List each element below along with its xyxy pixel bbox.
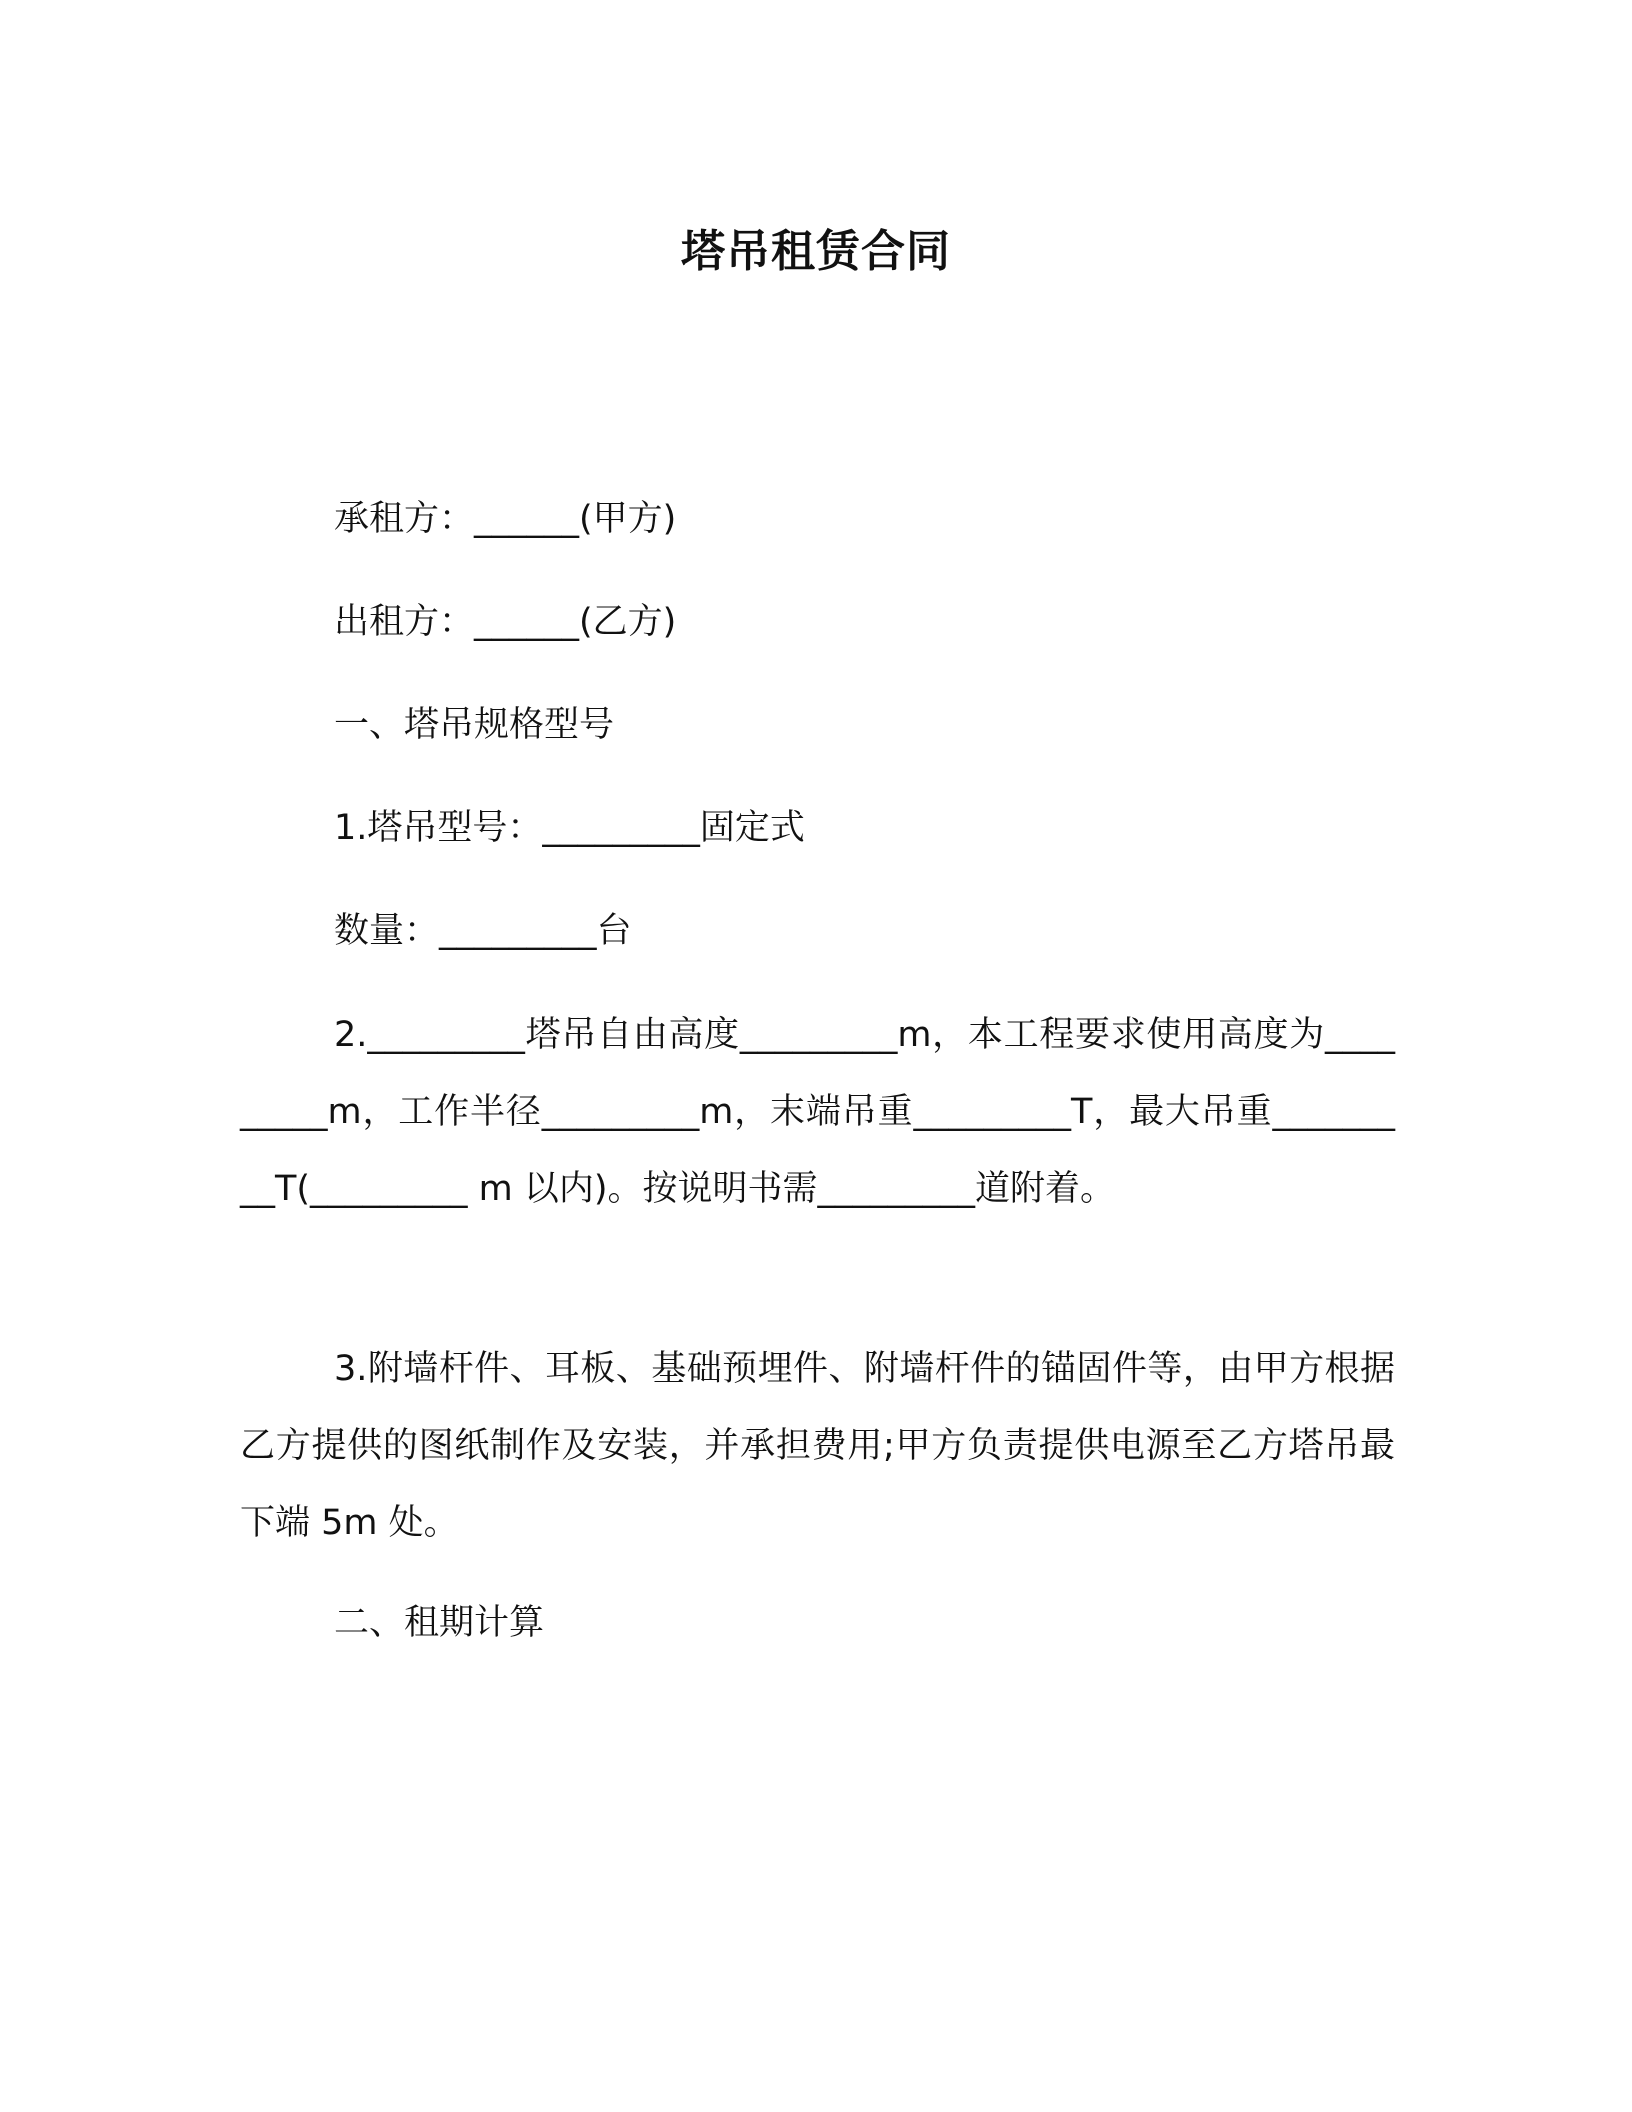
section-1-heading: 一、塔吊规格型号 [334, 705, 615, 745]
item-2-paragraph: 2._________塔吊自由高度_________m，本工程要求使用高度为_________m，工作半径_________m，末端吊重_________T，最大吊重_________T(_________ m 以内)。按说明书需_________道附着。 [240, 1015, 1395, 1209]
item-1-model: 1.塔吊型号：_________固定式 [334, 808, 805, 848]
item-1-quantity: 数量：_________台 [334, 911, 632, 951]
lessor-line: 出租方：______(乙方) [334, 602, 677, 642]
lessee-line: 承租方：______(甲方) [334, 499, 677, 539]
document-title: 塔吊租赁合同 [681, 226, 951, 277]
section-2-heading: 二、租期计算 [334, 1603, 545, 1643]
item-3-paragraph: 3.附墙杆件、耳板、基础预埋件、附墙杆件的锚固件等，由甲方根据乙方提供的图纸制作及安装，并承担费用;甲方负责提供电源至乙方塔吊最下端 5m 处。 [240, 1349, 1395, 1543]
